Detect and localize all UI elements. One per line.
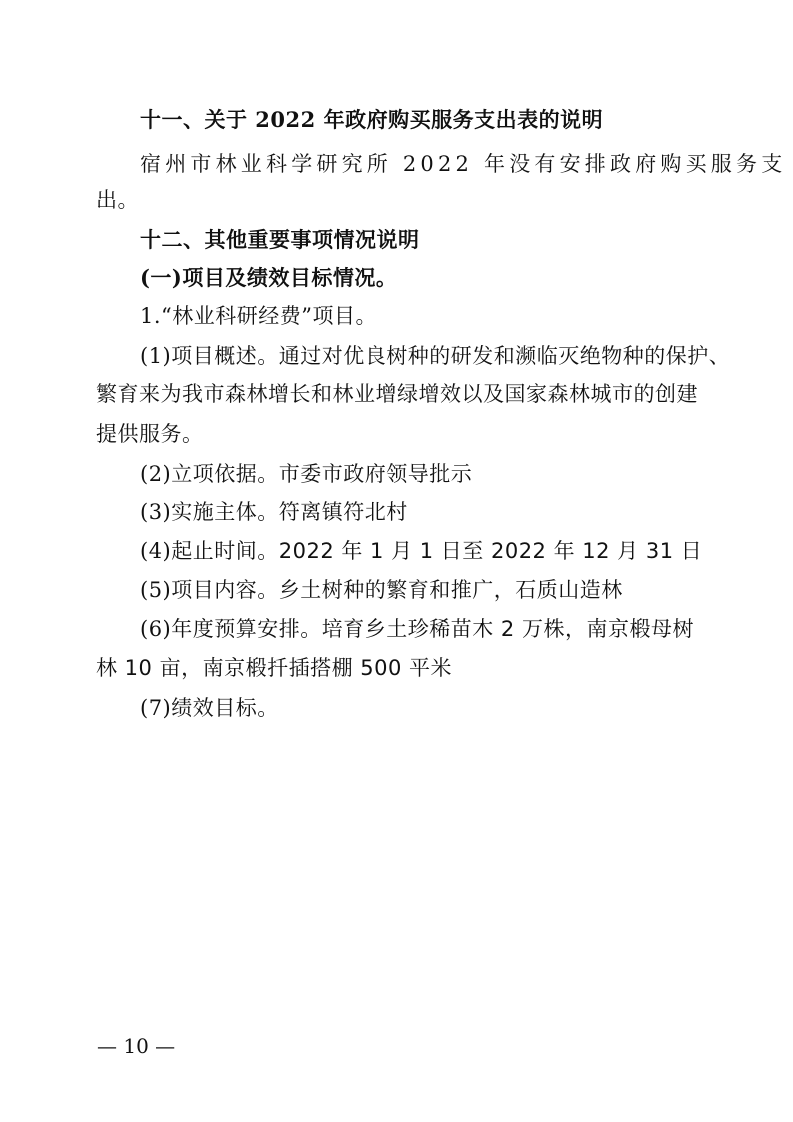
section-12-heading: 十二、其他重要事项情况说明 [140, 227, 420, 252]
basis-text: 市委市政府领导批示 [278, 462, 473, 486]
overview-label: (1)项目概述。 [140, 344, 279, 368]
overview-line1 [140, 342, 730, 370]
overview-text-line3: 提供服务。 [96, 422, 204, 446]
subsection-1-heading: (一)项目及绩效目标情况。 [140, 265, 398, 290]
budget-text-line2: 林 10 亩，南京椴扦插搭棚 500 平米 [96, 656, 453, 680]
subject-label: (3)实施主体。 [140, 500, 279, 524]
page-number: — 10 — [97, 1034, 176, 1058]
section-11-body-line2: 出。 [96, 188, 139, 212]
section-11-heading: 十一、关于 2022 年政府购买服务支出表的说明 [140, 107, 604, 132]
budget-text-line1: 培育乡土珍稀苗木 2 万株，南京椴母树 [321, 617, 694, 641]
period-label: (4)起止时间。 [140, 539, 279, 563]
overview-text-line1: 通过对优良树种的研发和濒临灭绝物种的保护、 [278, 344, 731, 368]
subject-line [140, 498, 408, 526]
period-line [140, 537, 702, 565]
content-line [140, 576, 623, 604]
basis-line [140, 460, 472, 488]
section-11-body-line1: 宿州市林业科学研究所 2022 年没有安排政府购买服务支 [140, 152, 787, 176]
budget-line1 [140, 615, 694, 643]
content-text: 乡土树种的繁育和推广，石质山造林 [278, 578, 623, 602]
period-text: 2022 年 1 月 1 日至 2022 年 12 月 31 日 [278, 539, 703, 563]
basis-label: (2)立项依据。 [140, 462, 279, 486]
budget-label: (6)年度预算安排。 [140, 617, 322, 641]
subject-text: 符离镇符北村 [278, 500, 408, 524]
content-label: (5)项目内容。 [140, 578, 279, 602]
goal-line: (7)绩效目标。 [140, 696, 279, 720]
project-title: 1.“林业科研经费”项目。 [140, 304, 378, 328]
overview-text-line2: 繁育来为我市森林增长和林业增绿增效以及国家森林城市的创建 [96, 382, 698, 406]
